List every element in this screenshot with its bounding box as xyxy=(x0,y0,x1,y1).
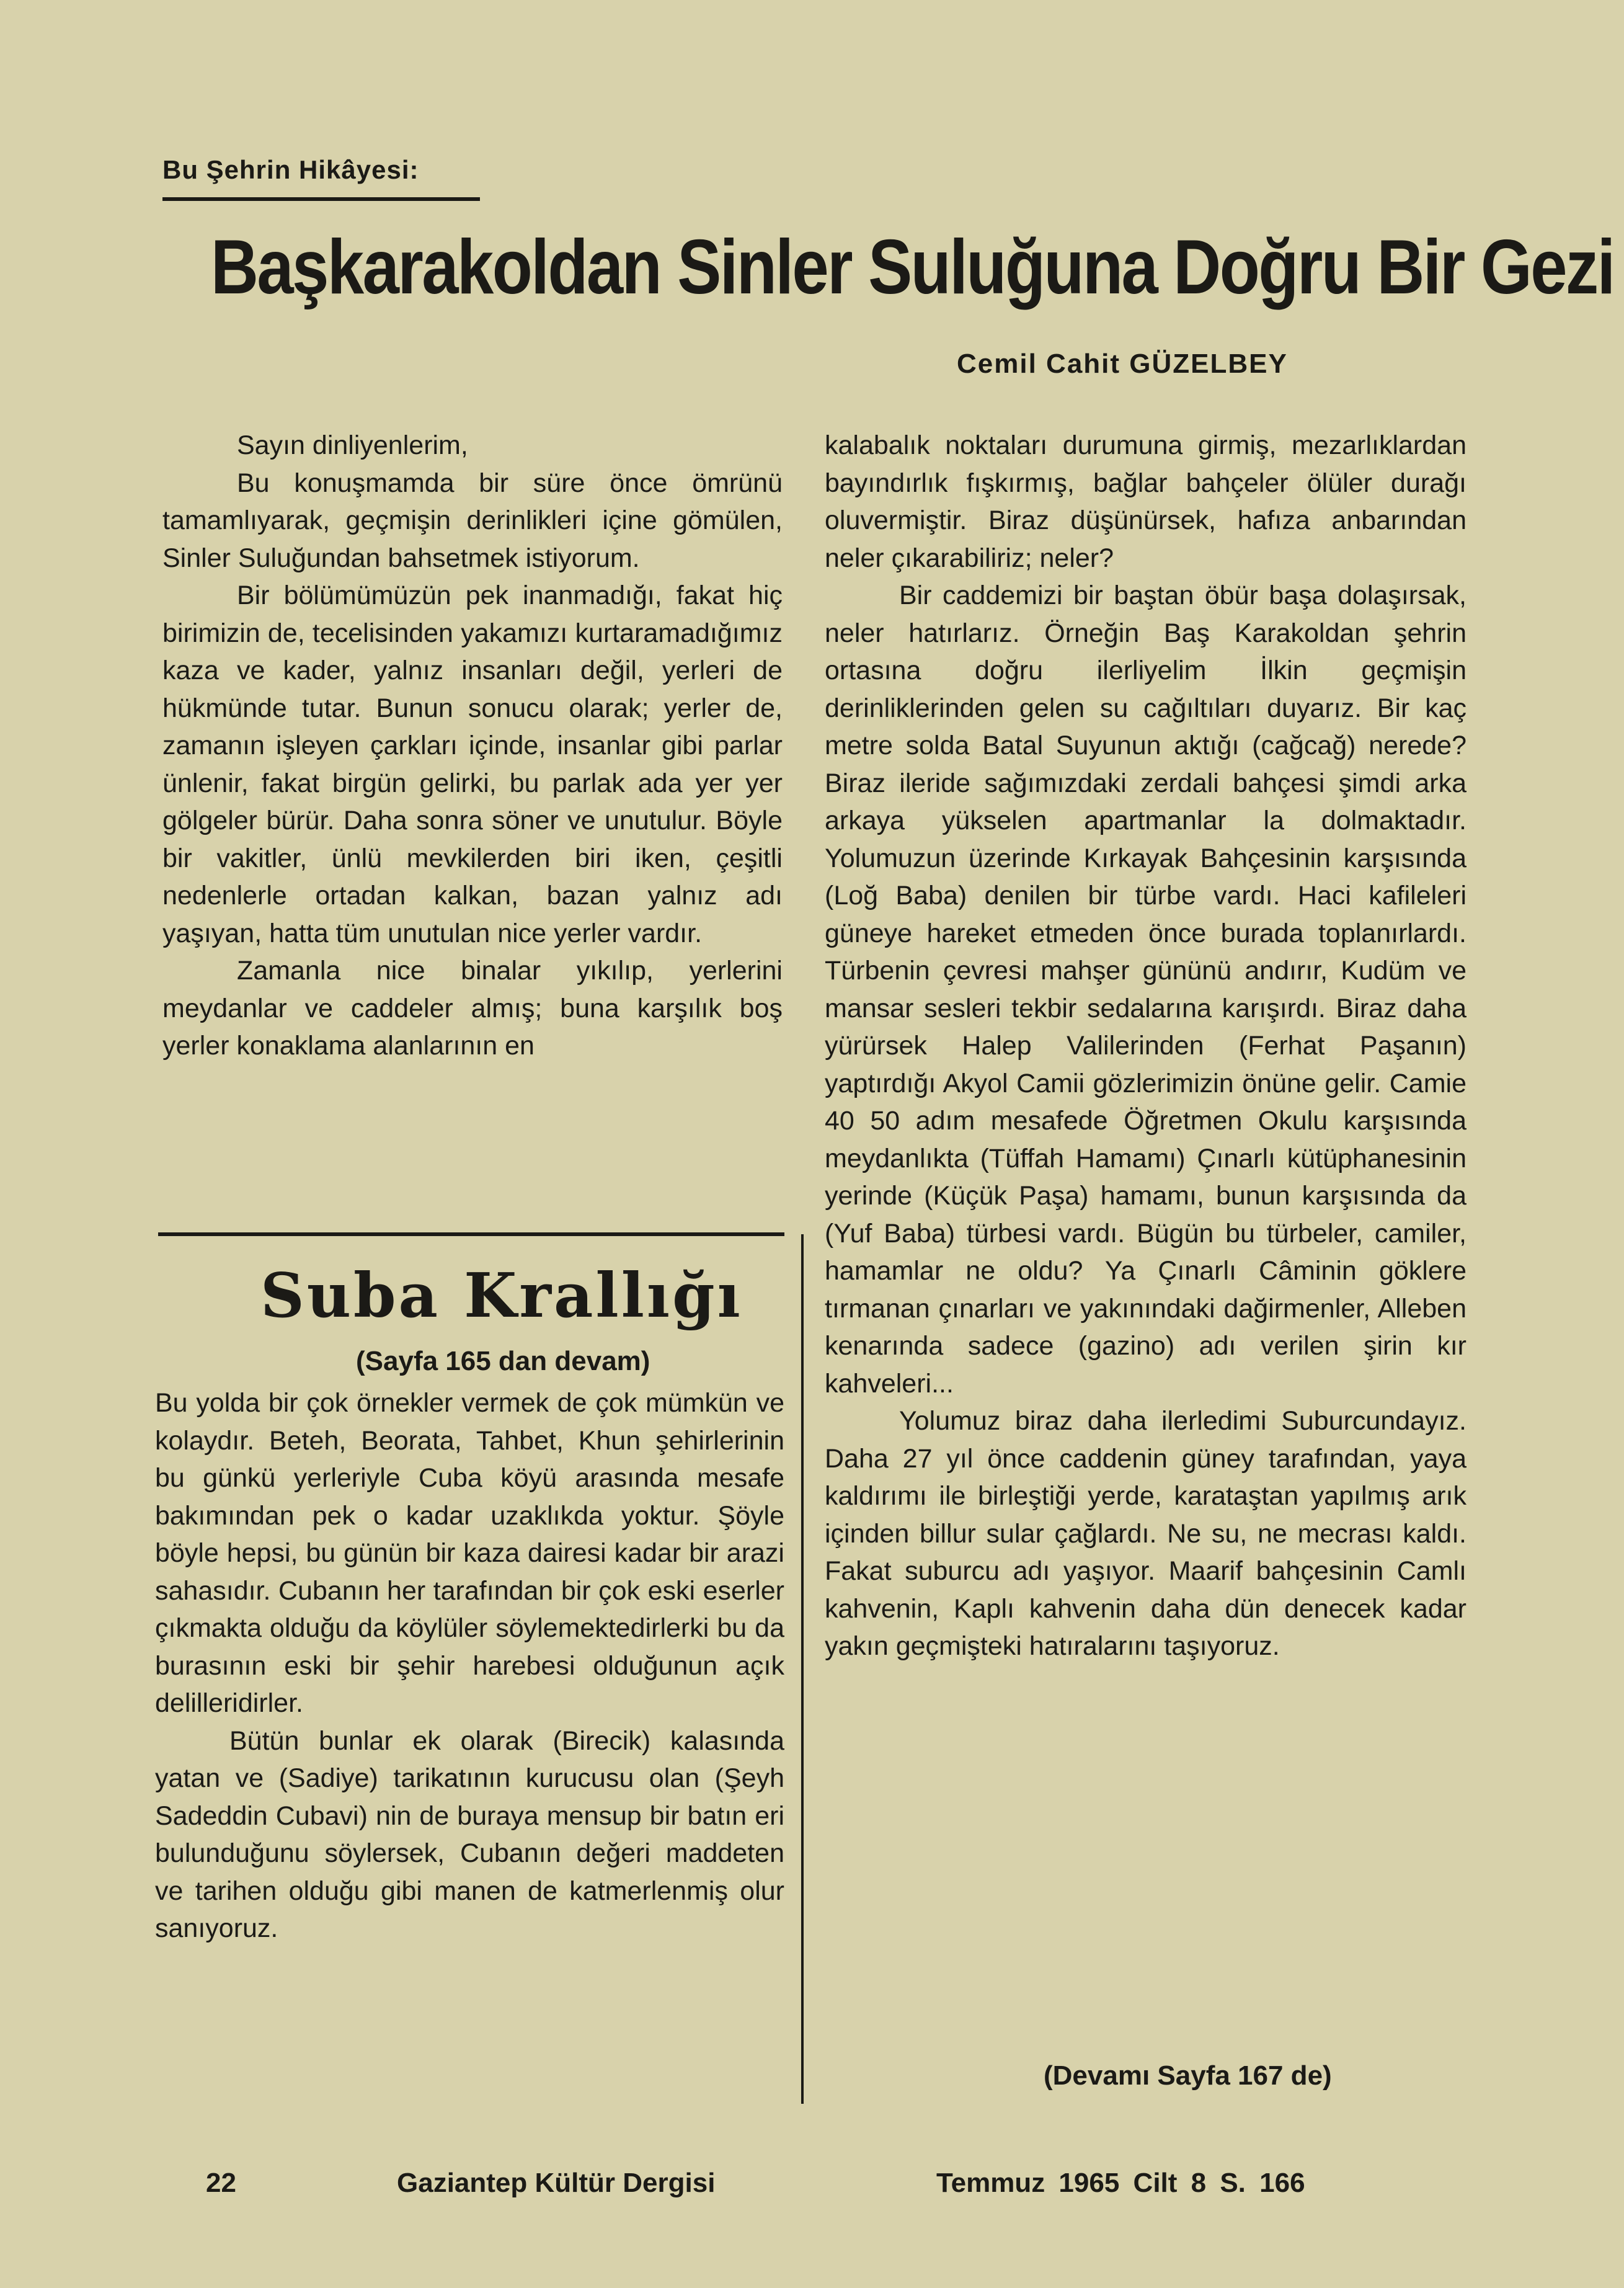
section-label-underline xyxy=(162,197,480,201)
continued-paragraph: Bütün bunlar ek olarak (Birecik) kalasında yatan ve (Sadiye) tarikatının kurucusu olan (Şeyh Sadeddin Cubavi) nin de buraya mensup bir batın eri bulunduğunu söylersek, Cubanın değeri maddeten ve tarihen olduğu gibi manen de katmerlenmiş olur sanıyoruz. xyxy=(155,1725,784,1943)
article-paragraph: Bir bölümümüzün pek inanmadığı, fakat hiç birimizin de, tecelisinden yakamızı kurtaramadığımız kaza ve kader, yalnız insanları değil, yerleri de hükmünde tutar. Bunun sonucu olarak; yerler de, zamanın işleyen çarkları içinde, insanlar gibi parlar ünlenir, fakat birgün gelirki, bu parlak ada yer yer gölgeler bürür. Daha sonra söner ve unutulur. Böyle bir vakitler, ünlü mevkilerden biri iken, çeşitli nedenlerle ortadan kalkan, bazan yalnız adı yaşıyan, hatta tüm unutulan nice yerler vardır. xyxy=(162,581,783,948)
issue-info: Temmuz 1965 Cilt 8 S. 166 xyxy=(936,2168,1305,2198)
column-divider xyxy=(801,1234,804,2104)
article-title: Başkarakoldan Sinler Suluğuna Doğru Bir Gezi xyxy=(211,225,1614,310)
continued-from-note: (Sayfa 165 dan devam) xyxy=(356,1346,650,1376)
continuation-note: (Devamı Sayfa 167 de) xyxy=(1044,2060,1332,2091)
article-paragraph: Bu konuşmamda bir süre önce ömrünü tamamlıyarak, geçmişin derinlikleri içine gömülen, Sinler Suluğundan bahsetmek istiyorum. xyxy=(162,468,783,573)
article-paragraph: Zamanla nice binalar yıkılıp, yerlerini meydanlar ve caddeler almış; buna karşılık boş yerler konaklama alanlarının en xyxy=(162,956,783,1061)
continued-article-title: Suba Krallığı xyxy=(260,1260,743,1332)
section-label: Bu Şehrin Hikâyesi: xyxy=(162,155,419,184)
article-left-column xyxy=(162,427,783,1208)
section-divider xyxy=(158,1232,784,1236)
page-number: 22 xyxy=(206,2168,236,2198)
continued-article-column xyxy=(155,1384,784,1947)
article-right-column xyxy=(825,427,1466,1665)
journal-name: Gaziantep Kültür Dergisi xyxy=(397,2168,716,2198)
article-author: Cemil Cahit GÜZELBEY xyxy=(957,349,1288,379)
article-paragraph: Sayın dinliyenlerim, xyxy=(237,430,468,460)
article-paragraph: Yolumuz biraz daha ilerledimi Suburcundayız. Daha 27 yıl önce caddenin güney tarafından, yaya kaldırımı ile birleştiği yerde, karataştan yapılmış arık içinden billur sular çağlardı. Ne su, ne mecrası kaldı. Fakat suburcu adı yaşıyor. Maarif bahçesinin Camlı kahvenin, Kaplı kahvenin daha dün denecek kadar yakın geçmişteki hatıralarını taşıyoruz. xyxy=(825,1406,1466,1661)
article-paragraph: Bir caddemizi bir baştan öbür başa dolaşırsak, neler hatırlarız. Örneğin Baş Karakoldan şehrin ortasına doğru ilerliyelim İlkin geçmişin derinliklerinden gelen su cağıltıları duyarız. Bir kaç metre solda Batal Suyunun aktığı (cağcağ) nerede? Biraz ileride sağımızdaki zerdali bahçesi şimdi arka arkaya yükselen apartmanlar la dolmaktadır. Yolumuzun üzerinde Kırkayak Bahçesinin karşısında (Loğ Baba) denilen bir türbe vardı. Haci kafileleri güneye hareket etmeden önce burada toplanırlardı. Türbenin çevresi mahşer gününü andırır, Kudüm ve mansar sesleri tekbir sedalarına karışırdı. Biraz daha yürürsek Halep Valilerinden (Ferhat Paşanın) yaptırdığı Akyol Camii gözlerimizin önüne gelir. Camie 40 50 adım mesafede Öğretmen Okulu karşısında meydanlıkta (Tüffah Hamamı) Çınarlı kütüphanesinin yerinde (Küçük Paşa) hamamı, bunun karşısında da (Yuf Baba) türbesi vardı. Bügün bu türbeler, camiler, hamamlar ne oldu? Ya Çınarlı Câminin göklere tırmanan çınarları ve yakınındaki dağirmenler, Alleben kenarında sadece (gazino) adı verilen şirin kır kahveleri... xyxy=(825,581,1466,1399)
continued-paragraph: Bu yolda bir çok örnekler vermek de çok mümkün ve kolaydır. Beteh, Beorata, Tahbet, Khun şehirlerinin bu günkü yerleriyle Cuba köyü arasında mesafe bakımından pek o kadar uzaklıkda yoktur. Şöyle böyle hepsi, bu günün bir kaza dairesi kadar bir arazi sahasıdır. Cubanın her tarafından bir çok eski eserler çıkmakta olduğu da köylüler söylemektedirlerki bu da burasının eski bir şehir harebesi olduğunun açık delilleridirler. xyxy=(155,1388,784,1718)
article-paragraph: kalabalık noktaları durumuna girmiş, mezarlıklardan bayındırlık fışkırmış, bağlar bahçeler ölüler durağı oluvermiştir. Biraz düşünürsek, hafıza anbarından neler çıkarabiliriz; neler? xyxy=(825,430,1466,573)
